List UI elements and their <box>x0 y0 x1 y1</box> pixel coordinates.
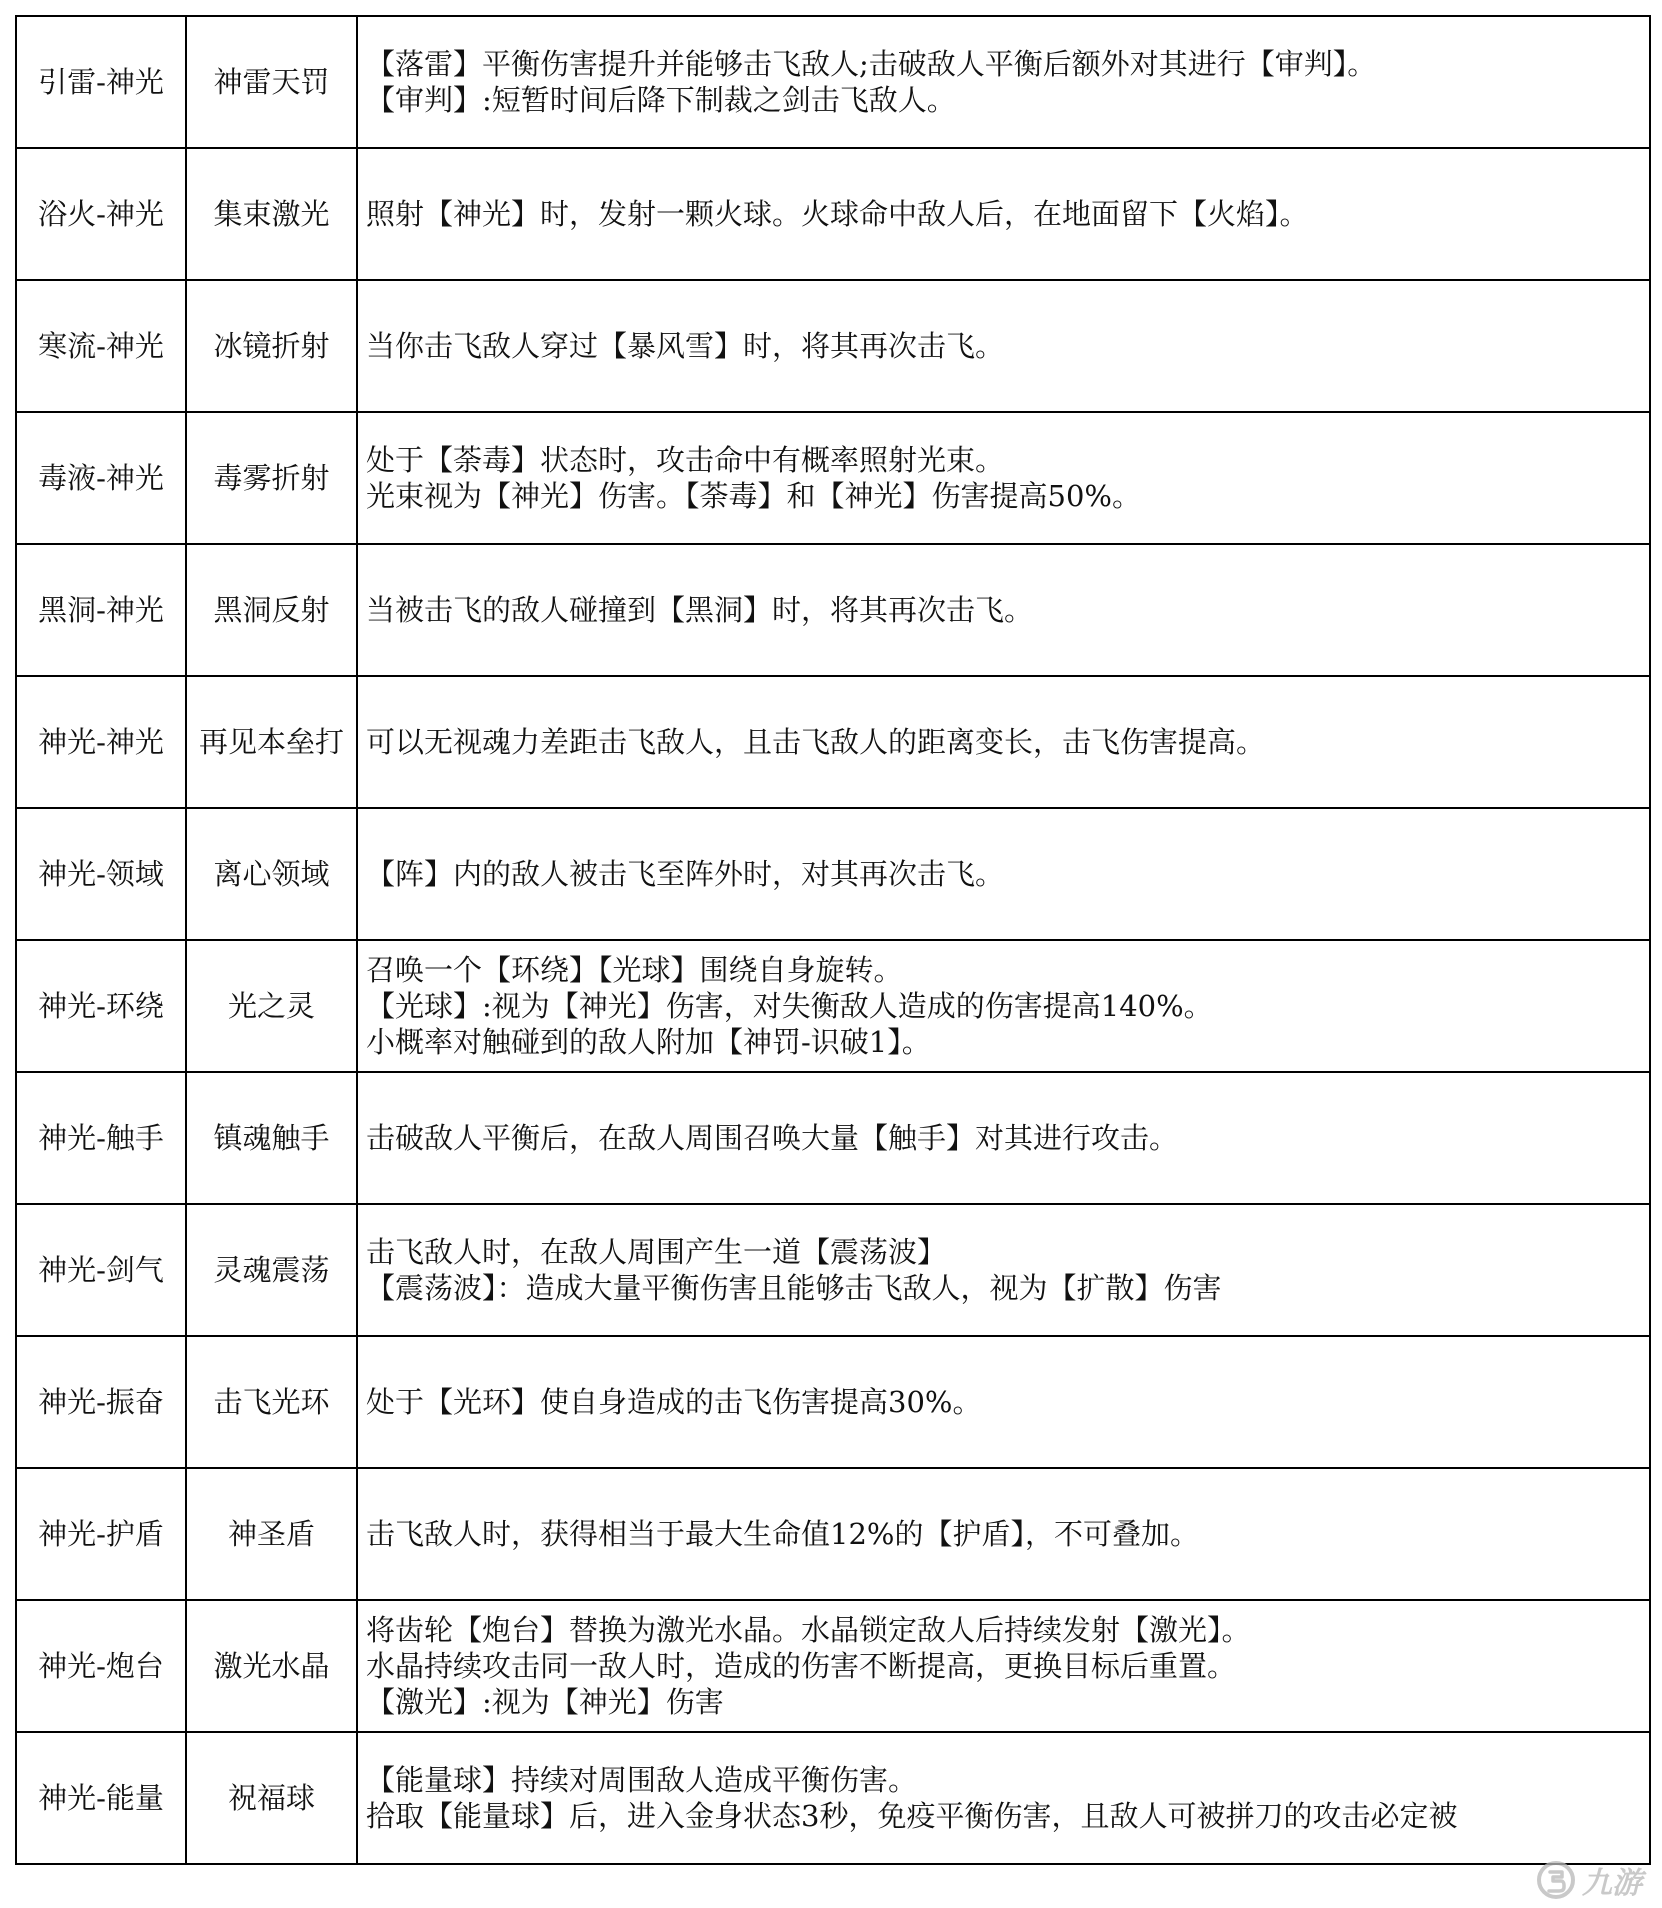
skill-name-cell: 镇魂触手 <box>186 1072 357 1204</box>
description-cell <box>357 808 1650 940</box>
description-line: 【震荡波】：造成大量平衡伤害且能够击飞敌人，视为【扩散】伤害 <box>366 1271 1222 1305</box>
combo-cell: 寒流-神光 <box>16 280 186 412</box>
description-line: 小概率对触碰到的敌人附加【神罚-识破1】。 <box>366 1025 931 1059</box>
table-row <box>16 412 1650 544</box>
table-row <box>16 1072 1650 1204</box>
table-row <box>16 940 1650 1072</box>
combo-cell: 神光-振奋 <box>16 1336 186 1468</box>
skill-name-cell: 祝福球 <box>186 1732 357 1864</box>
description-line: 将齿轮【炮台】替换为激光水晶。水晶锁定敌人后持续发射【激光】。 <box>366 1613 1251 1647</box>
description-cell <box>357 544 1650 676</box>
skill-name-cell: 击飞光环 <box>186 1336 357 1468</box>
description-cell <box>357 1072 1650 1204</box>
combo-cell: 神光-能量 <box>16 1732 186 1864</box>
skill-name-cell: 灵魂震荡 <box>186 1204 357 1336</box>
combo-cell: 引雷-神光 <box>16 16 186 148</box>
combo-cell: 浴火-神光 <box>16 148 186 280</box>
combo-cell: 毒液-神光 <box>16 412 186 544</box>
skill-name-cell: 激光水晶 <box>186 1600 357 1732</box>
skill-name-cell: 神圣盾 <box>186 1468 357 1600</box>
table-row <box>16 1600 1650 1732</box>
skill-name-cell: 再见本垒打 <box>186 676 357 808</box>
table-row <box>16 148 1650 280</box>
combo-cell: 神光-护盾 <box>16 1468 186 1600</box>
description-cell <box>357 16 1650 148</box>
description-line: 召唤一个【环绕】【光球】围绕自身旋转。 <box>366 953 903 987</box>
description-cell <box>357 1468 1650 1600</box>
combo-cell: 黑洞-神光 <box>16 544 186 676</box>
description-line: 拾取【能量球】后，进入金身状态3秒，免疫平衡伤害，且敌人可被拼刀的攻击必定被 <box>366 1799 1458 1833</box>
table-body <box>16 16 1650 1864</box>
table-row <box>16 1204 1650 1336</box>
combo-cell: 神光-触手 <box>16 1072 186 1204</box>
description-line: 当你击飞敌人穿过【暴风雪】时，将其再次击飞。 <box>366 329 1005 363</box>
description-line: 处于【荼毒】状态时，攻击命中有概率照射光束。 <box>366 443 1005 477</box>
skill-combo-table <box>15 15 1651 1865</box>
skill-name-cell: 冰镜折射 <box>186 280 357 412</box>
combo-cell: 神光-环绕 <box>16 940 186 1072</box>
skill-name-cell: 集束激光 <box>186 148 357 280</box>
skill-name-cell: 光之灵 <box>186 940 357 1072</box>
description-line: 【落雷】平衡伤害提升并能够击飞敌人;击破敌人平衡后额外对其进行【审判】。 <box>366 47 1377 81</box>
description-cell <box>357 280 1650 412</box>
description-line: 水晶持续攻击同一敌人时，造成的伤害不断提高，更换目标后重置。 <box>366 1649 1237 1683</box>
table-row <box>16 1732 1650 1864</box>
description-cell <box>357 1600 1650 1732</box>
description-line: 当被击飞的敌人碰撞到【黑洞】时，将其再次击飞。 <box>366 593 1034 627</box>
description-line: 【激光】:视为【神光】伤害 <box>366 1685 724 1719</box>
combo-cell: 神光-炮台 <box>16 1600 186 1732</box>
description-line: 击飞敌人时，获得相当于最大生命值12%的【护盾】，不可叠加。 <box>366 1517 1199 1551</box>
watermark-text: 九游 <box>1582 1866 1642 1901</box>
description-cell <box>357 1204 1650 1336</box>
table-row <box>16 1468 1650 1600</box>
description-cell <box>357 148 1650 280</box>
combo-cell: 神光-领域 <box>16 808 186 940</box>
skill-name-cell: 离心领域 <box>186 808 357 940</box>
skill-combo-sheet <box>15 15 1649 1865</box>
description-line: 处于【光环】使自身造成的击飞伤害提高30%。 <box>366 1385 982 1419</box>
combo-cell: 神光-剑气 <box>16 1204 186 1336</box>
skill-name-cell: 神雷天罚 <box>186 16 357 148</box>
description-line: 【审判】:短暂时间后降下制裁之剑击飞敌人。 <box>366 83 956 117</box>
table-row <box>16 676 1650 808</box>
description-line: 【光球】:视为【神光】伤害，对失衡敌人造成的伤害提高140%。 <box>366 989 1213 1023</box>
description-cell <box>357 1336 1650 1468</box>
skill-name-cell: 毒雾折射 <box>186 412 357 544</box>
table-row <box>16 16 1650 148</box>
table-row <box>16 1336 1650 1468</box>
table-row <box>16 808 1650 940</box>
description-line: 光束视为【神光】伤害。【荼毒】和【神光】伤害提高50%。 <box>366 479 1141 513</box>
description-line: 可以无视魂力差距击飞敌人，且击飞敌人的距离变长，击飞伤害提高。 <box>366 725 1266 759</box>
description-line: 【阵】内的敌人被击飞至阵外时，对其再次击飞。 <box>366 857 1005 891</box>
description-line: 照射【神光】时，发射一颗火球。火球命中敌人后，在地面留下【火焰】。 <box>366 197 1309 231</box>
description-line: 【能量球】持续对周围敌人造成平衡伤害。 <box>366 1763 918 1797</box>
combo-cell: 神光-神光 <box>16 676 186 808</box>
table-row <box>16 544 1650 676</box>
table-row <box>16 280 1650 412</box>
description-line: 击飞敌人时，在敌人周围产生一道【震荡波】 <box>366 1235 947 1269</box>
description-cell <box>357 676 1650 808</box>
description-cell <box>357 940 1650 1072</box>
description-line: 击破敌人平衡后，在敌人周围召唤大量【触手】对其进行攻击。 <box>366 1121 1179 1155</box>
description-cell <box>357 412 1650 544</box>
site-watermark <box>1536 1858 1642 1902</box>
skill-name-cell: 黑洞反射 <box>186 544 357 676</box>
jiuyou-logo-icon <box>1536 1860 1576 1900</box>
description-cell <box>357 1732 1650 1864</box>
